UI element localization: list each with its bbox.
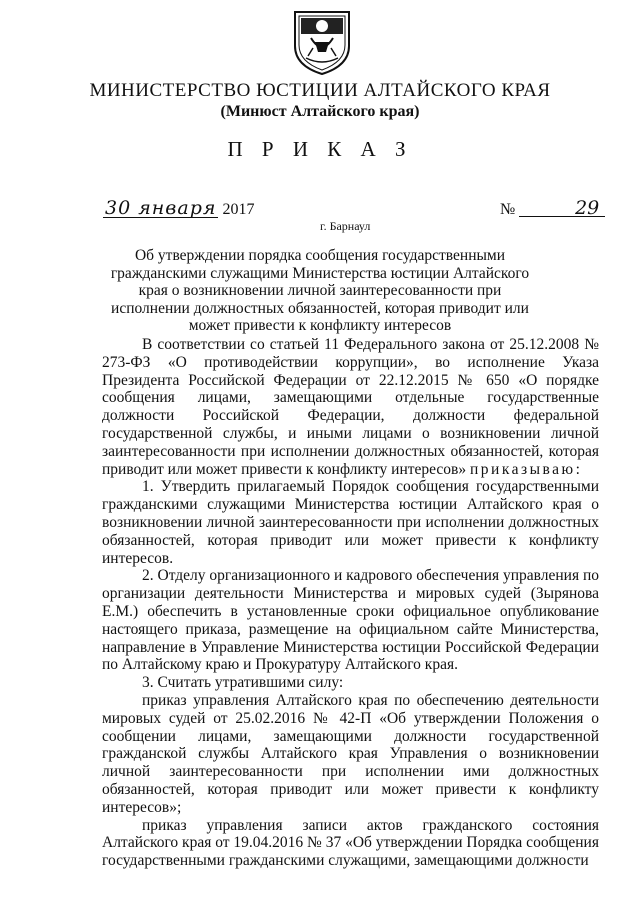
order-year: 2017 [222, 201, 255, 218]
paragraph-3a: приказ управления Алтайского края по обеспечению деятельности мировых судей от 25.02.2016 № 42-П «Об утверждении Положения о сообщении лицами, замещающими должности государственной гражданской службы Алтайского края Управления о возникновении личной заинтересованности при исполнении ими должностных обязанностей, которая приводит или может привести к конфликту интересов»; [102, 691, 599, 816]
ministry-short-name: (Минюст Алтайского края) [220, 103, 420, 120]
number-sign: № [500, 201, 516, 218]
paragraph-1: 1. Утвердить прилагаемый Порядок сообщения государственными гражданскими служащими Министерства юстиции Алтайского края о возникновении личной заинтересованности при исполнении должностных обязанностей, которая приводит или может привести к конфликту интересов. [102, 478, 599, 567]
order-word: приказываю: [469, 460, 583, 478]
ministry-name: МИНИСТЕРСТВО ЮСТИЦИИ АЛТАЙСКОГО КРАЯ [89, 80, 551, 101]
paragraph-3b: приказ управления записи актов гражданского состояния Алтайского края от 19.04.2016 № 37 «Об утверждении Порядка сообщения государственными гражданскими служащими, замещающими должности [102, 816, 599, 870]
paragraph-3: 3. Считать утратившими силу: [142, 674, 344, 692]
handwritten-number: 29 [519, 201, 605, 217]
document-type-title: П Р И К А З [227, 137, 413, 161]
handwritten-date: 30 января [105, 197, 217, 219]
paragraph-2: 2. Отделу организационного и кадрового обеспечения управления по организации деятельности Министерства и мировых судей (Зырянова Е.М.) обеспечить в установленные сроки официальное опубликование настоящего приказа, размещение на официальном сайте Министерства, направление в Управление Министерства юстиции Российской Федерации по Алтайскому краю и Прокуратуру Алтайского края. [102, 567, 599, 674]
city-label: г. Барнаул [320, 219, 371, 233]
order-subject: Об утверждении порядка сообщения государственными гражданскими служащими Министерства юстиции Алтайского края о возникновении личной заинтересованности при исполнении должностных обязанностей, которая приводит или может привести к конфликту интересов [110, 247, 530, 334]
preamble-paragraph: В соответствии со статьей 11 Федерального закона от 25.12.2008 № 273-ФЗ «О противодействии коррупции», во исполнение Указа Президента Российской Федерации от 22.12.2015 № 650 «О порядке сообщения лицами, замещающими отдельные государственные должности Российской Федерации, должности федеральной государственной службы, и иными лицами о возникновении личной заинтересованности при исполнении должностных обязанностей, которая приводит или может привести к конфликту интересов» приказываю: [102, 336, 599, 478]
order-body [102, 336, 599, 870]
order-date [103, 197, 255, 219]
coat-of-arms-emblem [291, 8, 353, 76]
order-number [500, 197, 605, 219]
